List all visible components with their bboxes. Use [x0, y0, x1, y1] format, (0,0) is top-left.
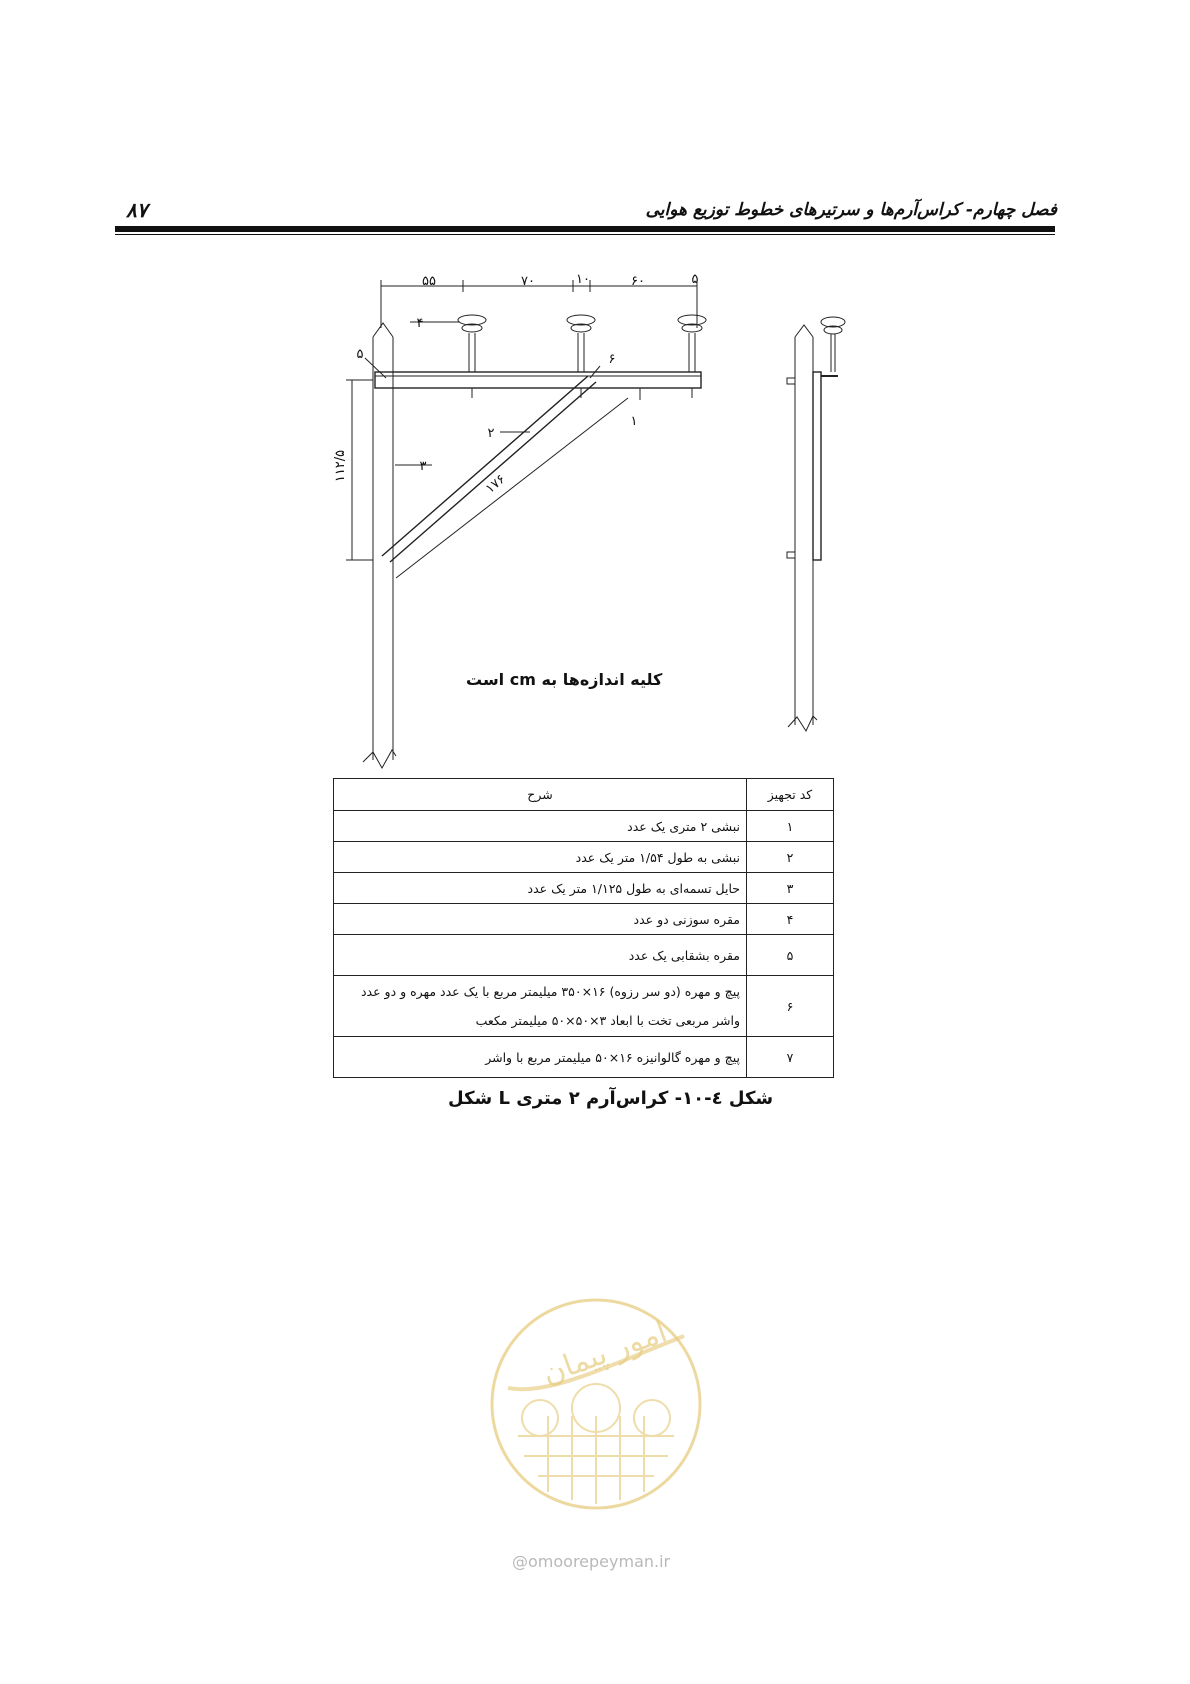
- dim-top-4: ۶۰: [631, 274, 645, 289]
- watermark-url: @omoorepeyman.ir: [512, 1552, 671, 1571]
- units-note: کلیه اندازه‌ها به cm است: [466, 670, 663, 689]
- row-code: ۷: [747, 1037, 834, 1078]
- row-code: ۴: [747, 904, 834, 935]
- callout-5: ۵: [356, 347, 364, 362]
- table-row: [334, 1037, 834, 1078]
- row-desc: پیچ و مهره گالوانیزه ۱۶×۵۰ میلیمتر مربع با واشر: [334, 1037, 747, 1078]
- callout-3: ۳: [419, 459, 427, 474]
- insulator-middle: [567, 315, 595, 398]
- insulator-right: [678, 315, 706, 398]
- header-code: کد تجهیز: [747, 779, 834, 811]
- row-code: ۵: [747, 935, 834, 976]
- table-row: [334, 904, 834, 935]
- running-header-title: فصل چهارم- کراس‌آرم‌ها و سرتیرهای خطوط توزیع هوایی: [645, 200, 1057, 220]
- row-desc: پیچ و مهره (دو سر رزوه) ۱۶×۳۵۰ میلیمتر مربع با یک عدد مهره و دو عدد واشر مربعی تخت با ابعاد ۳×۵۰×۵۰ میلیمتر مکعب: [334, 976, 747, 1037]
- insulator-left: [458, 315, 486, 398]
- dim-diagonal: ۱۷۶: [482, 471, 509, 497]
- page-number: ۸۷: [126, 198, 148, 222]
- table-header-row: [334, 779, 834, 811]
- row-desc: مقره سوزنی دو عدد: [334, 904, 747, 935]
- watermark-logo-text: امور پیمان: [537, 1314, 672, 1392]
- watermark-url-text: omoorepeyman.ir: [528, 1552, 671, 1571]
- dim-top-1: ۵۵: [422, 274, 436, 289]
- figure-caption: شکل ٤-۱۰- کراس‌آرم ۲ متری L شکل: [448, 1088, 774, 1109]
- callout-4: ۴: [416, 316, 424, 331]
- table-row: [334, 976, 834, 1037]
- table-row: [334, 811, 834, 842]
- watermark-logo: [488, 1296, 704, 1512]
- table-row: [334, 935, 834, 976]
- equipment-table: [333, 778, 834, 1078]
- row-desc: حایل تسمه‌ای به طول ۱/۱۲۵ متر یک عدد: [334, 873, 747, 904]
- dim-top-5: ۵: [691, 272, 699, 287]
- row-desc: مقره بشقابی یک عدد: [334, 935, 747, 976]
- row-code: ۱: [747, 811, 834, 842]
- dim-top-2: ۷۰: [521, 274, 535, 289]
- callout-2: ۲: [487, 426, 495, 441]
- table-row: [334, 873, 834, 904]
- table-row: [334, 842, 834, 873]
- row-code: ۶: [747, 976, 834, 1037]
- dim-vertical: ۱۱۲/۵: [333, 449, 348, 483]
- row-code: ۳: [747, 873, 834, 904]
- header-desc: شرح: [334, 779, 747, 811]
- row-desc: نبشی به طول ۱/۵۴ متر یک عدد: [334, 842, 747, 873]
- callout-1: ۱: [630, 414, 638, 429]
- row-desc: نبشی ۲ متری یک عدد: [334, 811, 747, 842]
- row-code: ۲: [747, 842, 834, 873]
- dim-top-3: ۱۰: [576, 272, 590, 287]
- callout-6: ۶: [608, 352, 616, 367]
